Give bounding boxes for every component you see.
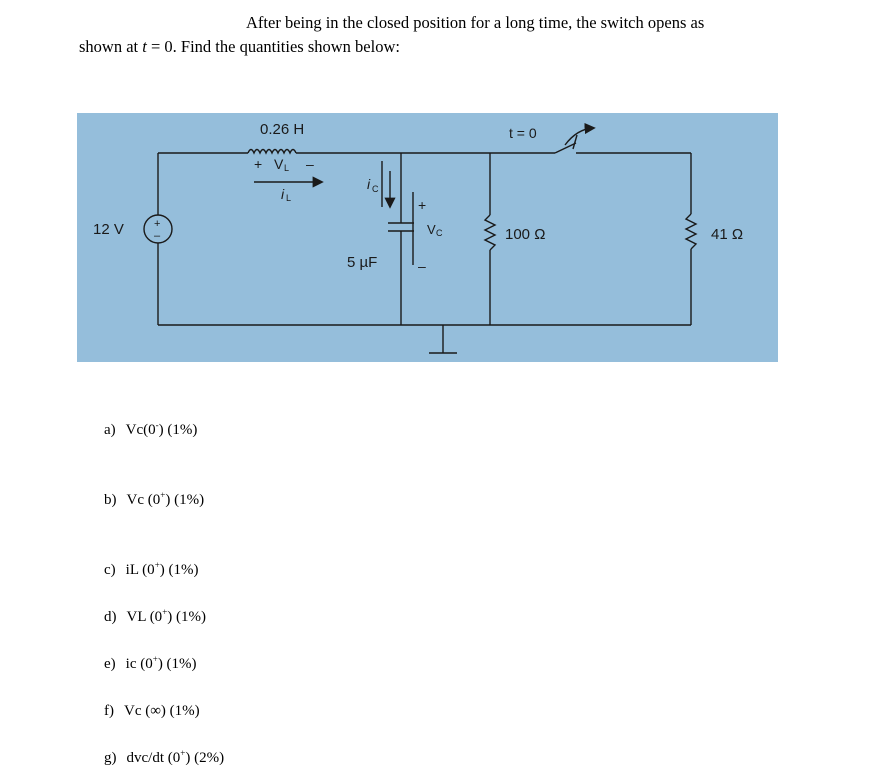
circuit-diagram <box>77 113 778 362</box>
source-plus: + <box>154 218 161 230</box>
resistor-100-zigzag <box>485 215 495 250</box>
question-text-end: ) (1%) <box>167 609 206 625</box>
switch-arrow <box>565 128 593 145</box>
problem-statement-line-1: After being in the closed position for a long time, the switch opens as <box>246 13 705 32</box>
question-letter: b) <box>104 492 117 508</box>
question-text-end: ) (1%) <box>165 492 205 508</box>
vc-plus: + <box>418 197 427 213</box>
vl-subscript: L <box>284 163 290 173</box>
question-text: Vc (∞) (1%) <box>124 703 200 719</box>
resistor-100-label: 100 Ω <box>505 226 546 243</box>
question-superscript: + <box>160 490 166 500</box>
intro-suffix: = 0. Find the quantities shown below: <box>146 37 400 56</box>
question-text: VL (0 <box>126 609 163 625</box>
vl-minus: – <box>306 156 314 172</box>
question-text: Vc(0 <box>125 422 156 438</box>
question-superscript: + <box>180 748 186 758</box>
question-a <box>104 416 197 439</box>
il-label: i <box>281 186 285 202</box>
vc-minus: – <box>418 258 426 274</box>
inductor-coil <box>248 150 296 154</box>
question-e <box>104 650 197 673</box>
problem-statement-line-2 <box>79 37 400 57</box>
vc-label: V <box>427 222 436 237</box>
question-f <box>104 697 200 720</box>
question-superscript: - <box>155 420 159 430</box>
question-c <box>104 556 199 579</box>
question-text-end: ) (1%) <box>157 656 197 672</box>
source-label: 12 V <box>93 221 124 238</box>
vl-label: V <box>274 156 284 172</box>
question-letter: g) <box>104 750 117 766</box>
ic-label: i <box>367 176 371 192</box>
vl-plus: + <box>254 156 263 172</box>
question-letter: a) <box>104 422 116 438</box>
circuit-svg <box>77 113 778 362</box>
question-letter: f) <box>104 703 114 719</box>
question-superscript: + <box>162 607 168 617</box>
question-letter: c) <box>104 562 116 578</box>
switch-label: t = 0 <box>509 125 537 141</box>
question-b <box>104 486 204 509</box>
vc-subscript: C <box>436 228 443 238</box>
question-d <box>104 603 206 626</box>
question-letter: e) <box>104 656 116 672</box>
question-text: Vc (0 <box>126 492 161 508</box>
resistor-41-label: 41 Ω <box>711 226 744 243</box>
question-text: iL (0 <box>125 562 155 578</box>
question-text: ic (0 <box>125 656 153 672</box>
question-superscript: + <box>154 560 160 570</box>
question-text-end: ) (1%) <box>159 562 199 578</box>
question-text-end: ) (2%) <box>185 750 225 766</box>
switch-hinge <box>573 135 577 149</box>
resistor-41-zigzag <box>686 214 696 249</box>
intro-time-variable: t <box>142 37 147 56</box>
question-text-end: ) (1%) <box>158 422 198 438</box>
capacitor-label: 5 µF <box>347 254 378 271</box>
il-subscript: L <box>286 193 292 203</box>
source-minus: – <box>154 230 161 242</box>
ic-subscript: C <box>372 184 379 194</box>
question-superscript: + <box>152 654 158 664</box>
question-letter: d) <box>104 609 117 625</box>
question-g <box>104 744 224 767</box>
intro-prefix: shown at <box>79 37 143 56</box>
inductor-label: 0.26 H <box>260 121 305 138</box>
question-text: dvc/dt (0 <box>126 750 181 766</box>
